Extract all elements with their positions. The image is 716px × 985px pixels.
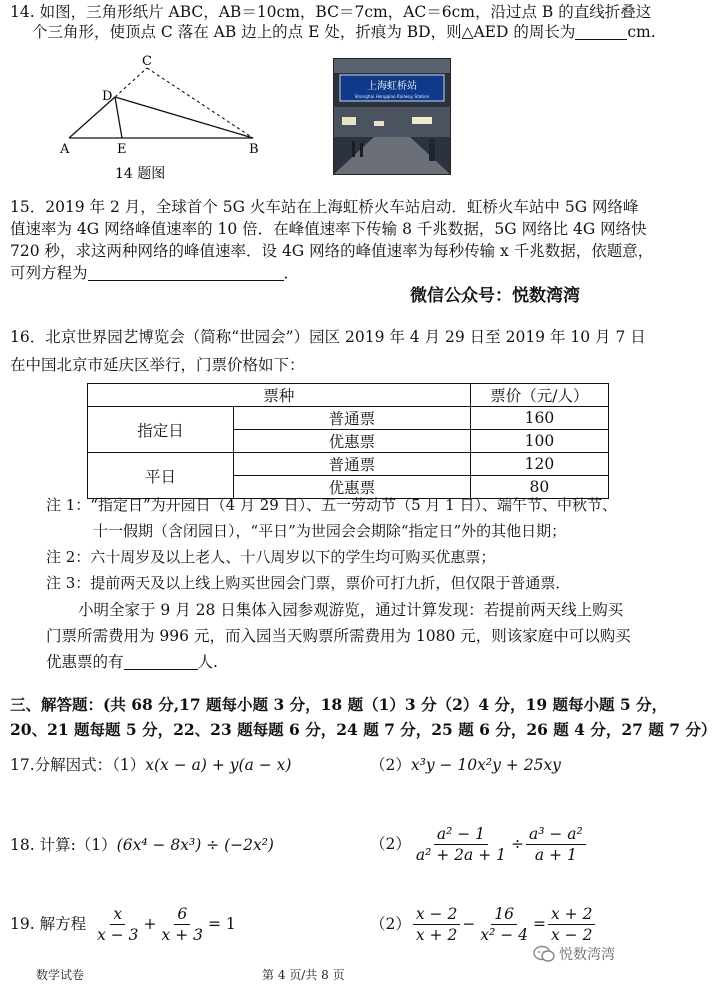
q16-para3-end: 人. <box>197 653 218 671</box>
ticket-price: 100 <box>470 430 608 453</box>
ticket-price: 120 <box>470 453 608 476</box>
q17-part1 <box>10 755 291 775</box>
q19-f2-numerator: 6 <box>174 904 190 925</box>
q19-g3-denominator: x − 2 <box>551 925 593 944</box>
q19-g1-denominator: x + 2 <box>415 925 458 944</box>
q19-equals-sign: = <box>533 915 546 933</box>
q19-fraction-2 <box>159 904 206 945</box>
q19-f1-denominator: x − 3 <box>97 925 139 944</box>
q19-part1 <box>10 902 236 946</box>
q15-line3: 720 秒，求这两种网络的峰值速率．设 4G 网络的峰值速率为每秒传输 x 千兆数据，依题意， <box>10 242 654 260</box>
q19-part2 <box>370 902 597 946</box>
q17-label: 17.分解因式：（1） <box>10 756 146 774</box>
q18-label2: （2） <box>370 835 411 853</box>
ticket-kind: 普通票 <box>234 407 471 430</box>
label-d: D <box>102 89 113 104</box>
q18-part2 <box>370 822 588 866</box>
header-ticket-price: 票价（元/人） <box>470 384 608 407</box>
table-row <box>88 407 609 430</box>
q19-fraction-1 <box>94 904 141 945</box>
table-row <box>88 453 609 476</box>
q19-g2-denominator: x² − 4 <box>480 925 528 944</box>
q15-end: ． <box>283 264 300 282</box>
q18-label: 18. 计算:（1） <box>10 836 117 854</box>
note3: 注 3：提前两天及以上线上购买世园会门票，票价可打九折，但仅限于普通票． <box>46 574 571 592</box>
q14-line2-text: 个三角形，使顶点 C 落在 AB 边上的点 E 处，折痕为 BD，则△AED 的周长为 <box>32 23 576 41</box>
q19-equals-one: = 1 <box>207 915 236 933</box>
segment-db <box>115 97 253 138</box>
q14-figure-caption: 14 题图 <box>115 166 166 182</box>
q17-expr1: x(x − a) + y(a − x) <box>145 756 292 774</box>
hongqiao-station-photo <box>333 58 451 175</box>
q14-line2 <box>32 22 656 42</box>
ticket-price-table <box>87 383 609 499</box>
table-header-row <box>88 384 609 407</box>
q16-answer-blank <box>124 653 198 670</box>
label-a: A <box>60 142 70 157</box>
station-sign-english: Shanghai Hongqiao Railway Station <box>354 94 430 99</box>
q19-g2-fraction <box>477 904 531 945</box>
footer-subject: 数学试卷 <box>36 968 85 982</box>
header-ticket-type: 票种 <box>88 384 471 407</box>
station-photo-graphic <box>334 59 450 174</box>
label-c: C <box>142 54 152 69</box>
q16-para3-text: 优惠票的有 <box>46 653 124 671</box>
ticket-price: 80 <box>470 476 608 499</box>
station-sign-chinese: 上海虹桥站 <box>367 81 417 92</box>
q16-para2: 门票所需费用为 996 元，而入园当天购票所需费用为 1080 元，则该家庭中可以购买 <box>46 627 631 645</box>
ticket-kind: 优惠票 <box>234 430 471 453</box>
label-e: E <box>117 142 127 157</box>
q19-label: 19. 解方程 <box>10 915 87 933</box>
group-weekday: 平日 <box>88 453 234 499</box>
note1-line2: 十一假期（含闭园日），“平日”为世园会会期除“指定日”外的其他日期； <box>93 522 567 540</box>
ticket-kind: 普通票 <box>234 453 471 476</box>
q19-plus-sign: + <box>143 915 157 933</box>
q14-answer-blank <box>575 23 627 40</box>
q19-f1-numerator: x <box>110 904 125 925</box>
watermark-wechat: 微信公众号：悦数湾湾 <box>410 286 580 306</box>
footer-brand <box>533 944 615 964</box>
note1-line1: 注 1：“指定日”为开园日（4 月 29 日）、五一劳动节（5 月 1 日）、端午节、中秋节、 <box>46 496 617 514</box>
q16-line1: 16．北京世界园艺博览会（简称“世园会”）园区 2019 年 4 月 29 日至 2019 年 10 月 7 日 <box>10 328 646 346</box>
q19-g3-numerator: x + 2 <box>548 904 595 925</box>
q15-line1: 15．2019 年 2 月，全球首个 5G 火车站在上海虹桥火车站启动．虹桥火车站中 5G 网络峰 <box>10 198 639 216</box>
q19-g3-fraction <box>548 904 595 945</box>
q19-minus-sign: − <box>462 915 476 933</box>
ticket-kind: 优惠票 <box>234 476 471 499</box>
wechat-icon <box>533 944 555 964</box>
q19-label2: （2） <box>370 915 411 933</box>
q18-fraction-1 <box>413 824 509 865</box>
q19-g1-fraction <box>413 904 460 945</box>
q19-g1-numerator: x − 2 <box>413 904 460 925</box>
footer-brand-name: 悦数湾湾 <box>559 947 615 963</box>
q18-f2-numerator: a³ − a² <box>526 824 586 845</box>
q16-para1: 小明全家于 9 月 28 日集体入园参观游览，通过计算发现：若提前两天线上购买 <box>78 601 624 619</box>
note2: 注 2：六十周岁及以上老人、十八周岁以下的学生均可购买优惠票； <box>46 548 496 566</box>
segment-dc-dashed <box>115 68 147 97</box>
q15-answer-blank <box>88 264 284 281</box>
q17-label2: （2） <box>370 756 411 774</box>
q17-expr2: x³y − 10x²y + 25xy <box>410 756 561 774</box>
q15-line4-text: 可列方程为 <box>10 264 88 282</box>
q15-line2: 值速率为 4G 网络峰值速率的 10 倍．在峰值速率下传输 8 千兆数据，5G 网络比 4G 网络快 <box>10 220 647 238</box>
q18-part1 <box>10 835 274 855</box>
q19-f2-denominator: x + 3 <box>161 925 203 944</box>
group-designated-day: 指定日 <box>88 407 234 453</box>
ticket-price: 160 <box>470 407 608 430</box>
q14-unit: cm. <box>627 23 656 41</box>
q18-expr1: (6x⁴ − 8x³) ÷ (−2x²) <box>116 836 274 854</box>
q15-line4 <box>10 263 299 283</box>
q19-g2-numerator: 16 <box>491 904 517 925</box>
q14-line1: 14. 如图，三角形纸片 ABC，AB＝10cm，BC＝7cm，AC＝6cm，沿过点 B 的直线折叠这 <box>10 3 652 21</box>
q18-f1-numerator: a² − 1 <box>434 824 488 845</box>
q16-para3 <box>46 652 218 672</box>
q18-fraction-2 <box>526 824 586 865</box>
segment-de <box>115 97 122 138</box>
q18-f2-denominator: a + 1 <box>534 845 577 864</box>
q17-part2 <box>370 755 561 775</box>
q16-line2: 在中国北京市延庆区举行，门票价格如下： <box>10 356 305 374</box>
segment-cb-dashed <box>147 68 253 138</box>
footer-page-number: 第 4 页/共 8 页 <box>262 968 345 982</box>
section3-heading-line2: 20、21 题每题 5 分，22、23 题每题 6 分，24 题 7 分，25 题 6 分，26 题 4 分，27 题 7 分） <box>10 720 716 739</box>
q18-divide-sign: ÷ <box>510 835 524 853</box>
label-b: B <box>249 142 259 157</box>
section3-heading-line1: 三、解答题：(共 68 分,17 题每小题 3 分，18 题（1）3 分（2）4 分，19 题每小题 5 分， <box>10 695 668 714</box>
q14-triangle-figure <box>55 50 275 180</box>
q18-f1-denominator: a² + 2a + 1 <box>415 845 506 864</box>
